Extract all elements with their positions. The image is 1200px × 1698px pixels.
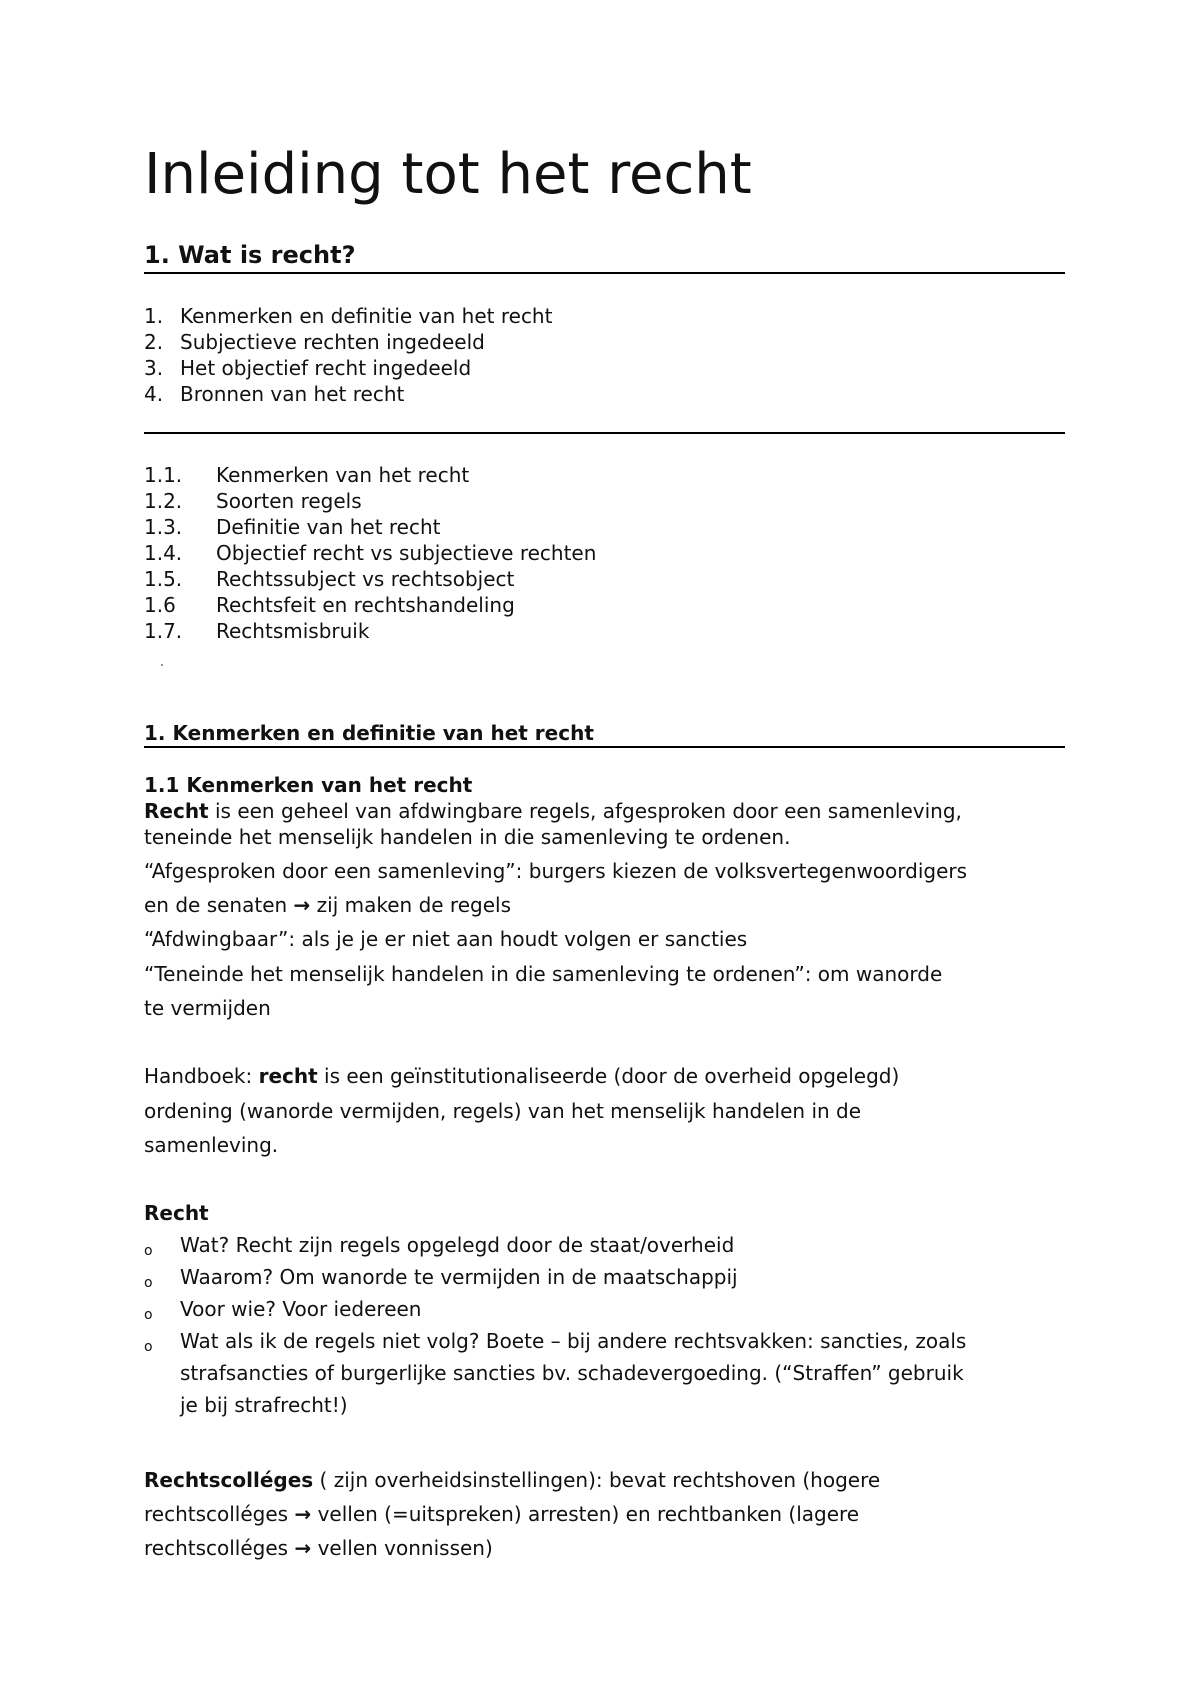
handbook-prefix: Handboek: (144, 1064, 259, 1088)
list-item (144, 381, 552, 407)
list-label: Kenmerken en definitie van het recht (180, 304, 553, 328)
colleges-text: vellen (=uitspreken) arresten) en rechtbanken (lagere (311, 1502, 860, 1526)
definition-line (144, 798, 962, 824)
quote-line (144, 892, 511, 918)
stray-mark (161, 664, 163, 666)
recht-heading: Recht (144, 1201, 209, 1225)
list-item (144, 462, 596, 488)
bullet-circle-icon: o (144, 1339, 153, 1355)
colleges-line (144, 1501, 859, 1527)
list-number: 1.3. (144, 515, 183, 539)
list-item (144, 566, 596, 592)
arrow-right-icon: → (294, 1536, 312, 1560)
list-label: Soorten regels (216, 489, 362, 513)
handbook-text: is een geïnstitutionaliseerde (door de overheid opgelegd) (317, 1064, 900, 1088)
section-heading: 1. Kenmerken en definitie van het recht (144, 721, 594, 745)
list-item (144, 540, 596, 566)
list-item (144, 592, 596, 618)
divider-rule (144, 432, 1065, 434)
list-number: 1.1. (144, 463, 183, 487)
list-label: Subjectieve rechten ingedeeld (180, 330, 485, 354)
colleges-term: Rechtscolléges (144, 1468, 314, 1492)
bullet-text: strafsancties of burgerlijke sancties bv. schadevergoeding. (“Straffen” gebruik (180, 1361, 964, 1385)
list-number: 4. (144, 382, 164, 406)
list-number: 1.5. (144, 567, 183, 591)
bullet-text: je bij strafrecht!) (180, 1393, 348, 1417)
list-number: 1.6 (144, 593, 176, 617)
toc-sub-list (144, 462, 596, 644)
quote-line: “Afgesproken door een samenleving”: burgers kiezen de volksvertegenwoordigers (144, 859, 968, 883)
definition-line: teneinde het menselijk handelen in die samenleving te ordenen. (144, 825, 791, 849)
list-item (144, 618, 596, 644)
colleges-line (144, 1535, 493, 1561)
section-rule (144, 746, 1065, 748)
list-item (144, 514, 596, 540)
list-label: Bronnen van het recht (180, 382, 405, 406)
list-item (144, 488, 596, 514)
list-label: Objectief recht vs subjectieve rechten (216, 541, 597, 565)
colleges-text: rechtscolléges (144, 1502, 295, 1526)
bullet-text: Waarom? Om wanorde te vermijden in de maatschappij (180, 1265, 738, 1289)
chapter-heading: 1. Wat is recht? (144, 241, 356, 269)
subsection-heading: 1.1 Kenmerken van het recht (144, 773, 473, 797)
bullet-circle-icon: o (144, 1307, 153, 1323)
handbook-line (144, 1063, 899, 1089)
list-number: 3. (144, 356, 164, 380)
colleges-text: vellen vonnissen) (311, 1536, 493, 1560)
quote-line: “Teneinde het menselijk handelen in die samenleving te ordenen”: om wanorde (144, 962, 943, 986)
list-label: Rechtsmisbruik (216, 619, 370, 643)
list-label: Rechtsfeit en rechtshandeling (216, 593, 515, 617)
heading-rule (144, 272, 1065, 274)
bullet-circle-icon: o (144, 1243, 153, 1259)
list-label: Rechtssubject vs rechtsobject (216, 567, 515, 591)
toc-main-list (144, 303, 552, 407)
colleges-text: ( zijn overheidsinstellingen): bevat rechtshoven (hogere (313, 1468, 881, 1492)
bullet-circle-icon: o (144, 1275, 153, 1291)
list-item (144, 303, 552, 329)
list-item (144, 1328, 966, 1424)
document-title: Inleiding tot het recht (144, 142, 752, 207)
colleges-line (144, 1467, 880, 1493)
list-label: Het objectief recht ingedeeld (180, 356, 472, 380)
handbook-line: ordening (wanorde vermijden, regels) van het menselijk handelen in de (144, 1099, 862, 1123)
quote-text: zij maken de regels (310, 893, 511, 917)
bullet-text: Voor wie? Voor iedereen (180, 1297, 422, 1321)
list-number: 1.4. (144, 541, 183, 565)
bullet-text: Wat als ik de regels niet volg? Boete – bij andere rechtsvakken: sancties, zoals (180, 1329, 967, 1353)
list-number: 1. (144, 304, 164, 328)
list-item (144, 329, 552, 355)
arrow-right-icon: → (294, 1502, 312, 1526)
bullet-list (144, 1232, 966, 1424)
quote-line: te vermijden (144, 996, 271, 1020)
quote-text: en de senaten (144, 893, 294, 917)
arrow-right-icon: → (293, 893, 311, 917)
definition-text: is een geheel van afdwingbare regels, afgesproken door een samenleving, (208, 799, 962, 823)
list-number: 2. (144, 330, 164, 354)
list-label: Definitie van het recht (216, 515, 441, 539)
list-label: Kenmerken van het recht (216, 463, 470, 487)
colleges-text: rechtscolléges (144, 1536, 295, 1560)
definition-term: Recht (144, 799, 209, 823)
list-number: 1.7. (144, 619, 183, 643)
list-item (144, 1296, 966, 1328)
list-number: 1.2. (144, 489, 183, 513)
list-item (144, 1232, 966, 1264)
quote-line: “Afdwingbaar”: als je je er niet aan houdt volgen er sancties (144, 927, 748, 951)
list-item (144, 1264, 966, 1296)
handbook-line: samenleving. (144, 1133, 279, 1157)
bullet-text: Wat? Recht zijn regels opgelegd door de staat/overheid (180, 1233, 735, 1257)
list-item (144, 355, 552, 381)
handbook-term: recht (258, 1064, 318, 1088)
